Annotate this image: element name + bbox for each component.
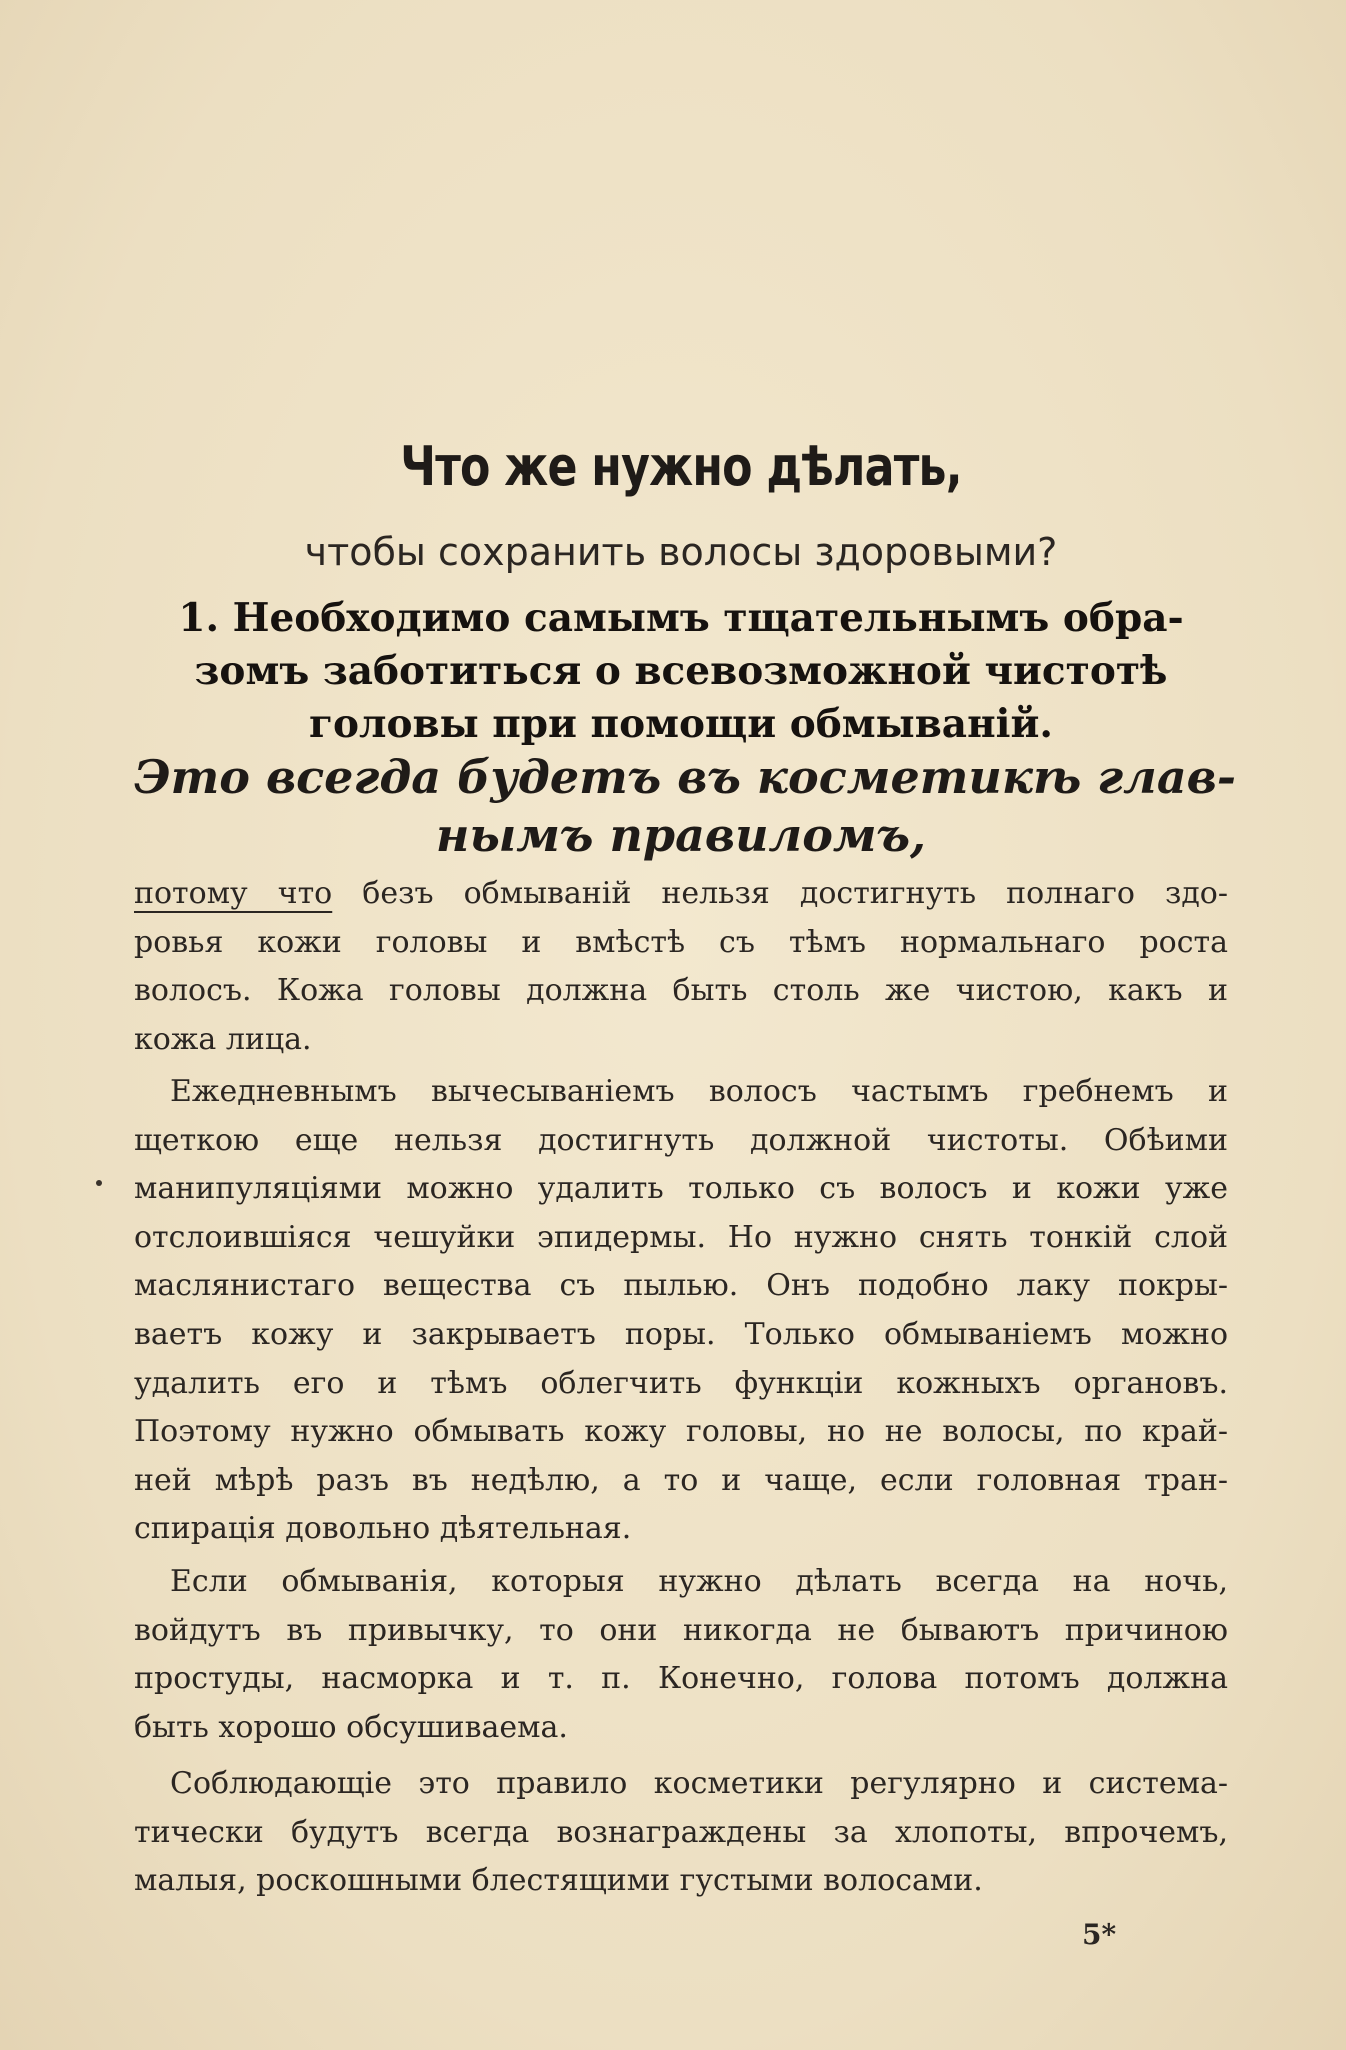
paragraph-1 xyxy=(134,870,1228,1064)
paragraph-line: щеткою еще нельзя достигнуть должной чистоты. Обѣими xyxy=(134,1122,1228,1158)
margin-mark xyxy=(96,1180,102,1186)
rule-heading-line: головы при помощи обмываній. xyxy=(309,701,1053,747)
paragraph-line: Поэтому нужно обмывать кожу головы, но не волосы, по край- xyxy=(134,1414,1228,1450)
paragraph-line: волосъ. Кожа головы должна быть столь же чистою, какъ и xyxy=(134,973,1228,1009)
paragraph-line: ней мѣрѣ разъ въ недѣлю, а то и чаще, если головная тран- xyxy=(134,1462,1228,1498)
paragraph-3 xyxy=(134,1558,1228,1752)
italic-heading-line: Это всегда будетъ въ косметикѣ глав- xyxy=(134,750,1236,804)
rule-heading-line: 1. Необходимо самымъ тщательнымъ обра- xyxy=(178,595,1184,641)
paragraph-line: ваетъ кожу и закрываетъ поры. Только обмываніемъ можно xyxy=(134,1316,1228,1352)
italic-heading-line: нымъ правиломъ, xyxy=(435,808,927,862)
section-title: Что же нужно дѣлать, xyxy=(400,435,962,498)
paragraph-line: маслянистаго вещества съ пылью. Онъ подобно лаку покры- xyxy=(134,1268,1228,1304)
page-number: 5* xyxy=(1082,1918,1117,1951)
paragraph-line: отслоившіяся чешуйки эпидермы. Но нужно снять тонкій слой xyxy=(134,1219,1228,1255)
rule-heading-line: зомъ заботиться о всевозможной чистотѣ xyxy=(194,648,1168,694)
paragraph-4 xyxy=(134,1760,1228,1906)
paragraph-line: малыя, роскошными блестящими густыми волосами. xyxy=(134,1863,983,1899)
rule-heading xyxy=(134,592,1228,751)
italic-heading xyxy=(134,748,1236,864)
paragraph-line: войдутъ въ привычку, то они никогда не бываютъ причиною xyxy=(134,1612,1228,1648)
paragraph-line xyxy=(134,870,1228,919)
paragraph-line: удалить его и тѣмъ облегчить функціи кожныхъ органовъ. xyxy=(134,1365,1228,1401)
line-text: безъ обмываній нельзя достигнуть полнаго здо- xyxy=(332,876,1228,911)
paragraph-line: ровья кожи головы и вмѣстѣ съ тѣмъ нормальнаго роста xyxy=(134,924,1228,960)
paragraph-line: Соблюдающіе это правило косметики регулярно и система- xyxy=(170,1766,1228,1801)
paragraph-line: тически будутъ всегда вознаграждены за хлопоты, впрочемъ, xyxy=(134,1814,1228,1850)
paragraph-line: простуды, насморка и т. п. Конечно, голова потомъ должна xyxy=(134,1661,1228,1697)
paragraph-line: спирація довольно дѣятельная. xyxy=(134,1511,632,1547)
paragraph-line: Ежедневнымъ вычесываніемъ волосъ частымъ гребнемъ и xyxy=(170,1074,1228,1109)
paragraph-2 xyxy=(134,1068,1228,1554)
paragraph-line: манипуляціями можно удалить только съ волосъ и кожи уже xyxy=(134,1171,1228,1207)
lead-word: потому что xyxy=(134,876,333,911)
paragraph-line: кожа лица. xyxy=(134,1021,312,1057)
paragraph-line: Если обмыванія, которыя нужно дѣлать всегда на ночь, xyxy=(170,1564,1228,1599)
paragraph-line: быть хорошо обсушиваема. xyxy=(134,1709,568,1745)
section-subtitle: чтобы сохранить волосы здоровыми? xyxy=(304,530,1058,574)
